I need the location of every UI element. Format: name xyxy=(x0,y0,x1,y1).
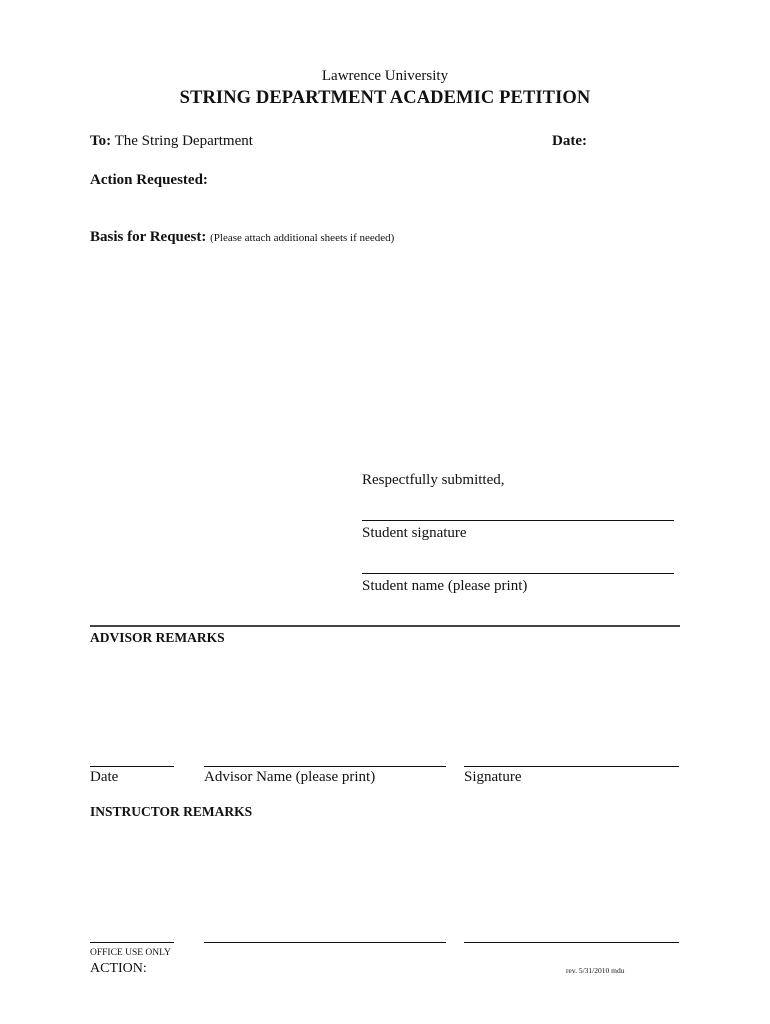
advisor-date-line xyxy=(90,766,174,767)
instructor-name-line xyxy=(204,942,446,943)
office-use-label: OFFICE USE ONLY xyxy=(90,948,171,958)
student-name-label: Student name (please print) xyxy=(362,578,528,594)
instructor-remarks-heading: INSTRUCTOR REMARKS xyxy=(90,804,253,819)
university-name: Lawrence University xyxy=(321,68,449,84)
basis-field xyxy=(90,229,394,246)
instructor-signature-line xyxy=(464,942,679,943)
to-label: To: xyxy=(90,133,112,149)
revision-note: rev. 5/31/2010 mdu xyxy=(566,966,625,975)
basis-label: Basis for Request: xyxy=(90,229,207,245)
action-requested-field xyxy=(90,172,208,189)
to-field xyxy=(90,133,253,150)
advisor-signature-label: Signature xyxy=(464,769,522,785)
student-name-line xyxy=(362,573,674,574)
advisor-signature-line xyxy=(464,766,679,767)
advisor-name-label: Advisor Name (please print) xyxy=(204,769,376,785)
basis-note: (Please attach additional sheets if needed) xyxy=(210,232,395,244)
date-label: Date: xyxy=(552,133,587,149)
student-signature-label: Student signature xyxy=(362,525,467,541)
instructor-date-line xyxy=(90,942,174,943)
action-requested-label: Action Requested: xyxy=(90,172,208,188)
office-action-label: ACTION: xyxy=(90,961,147,976)
page-title: STRING DEPARTMENT ACADEMIC PETITION xyxy=(179,88,591,108)
date-field xyxy=(552,133,587,150)
respectfully-submitted: Respectfully submitted, xyxy=(362,472,505,488)
advisor-name-line xyxy=(204,766,446,767)
to-value: The String Department xyxy=(114,133,253,149)
student-signature-line xyxy=(362,520,674,521)
section-divider xyxy=(90,625,680,627)
advisor-date-label: Date xyxy=(90,769,119,785)
advisor-remarks-heading: ADVISOR REMARKS xyxy=(90,630,225,645)
